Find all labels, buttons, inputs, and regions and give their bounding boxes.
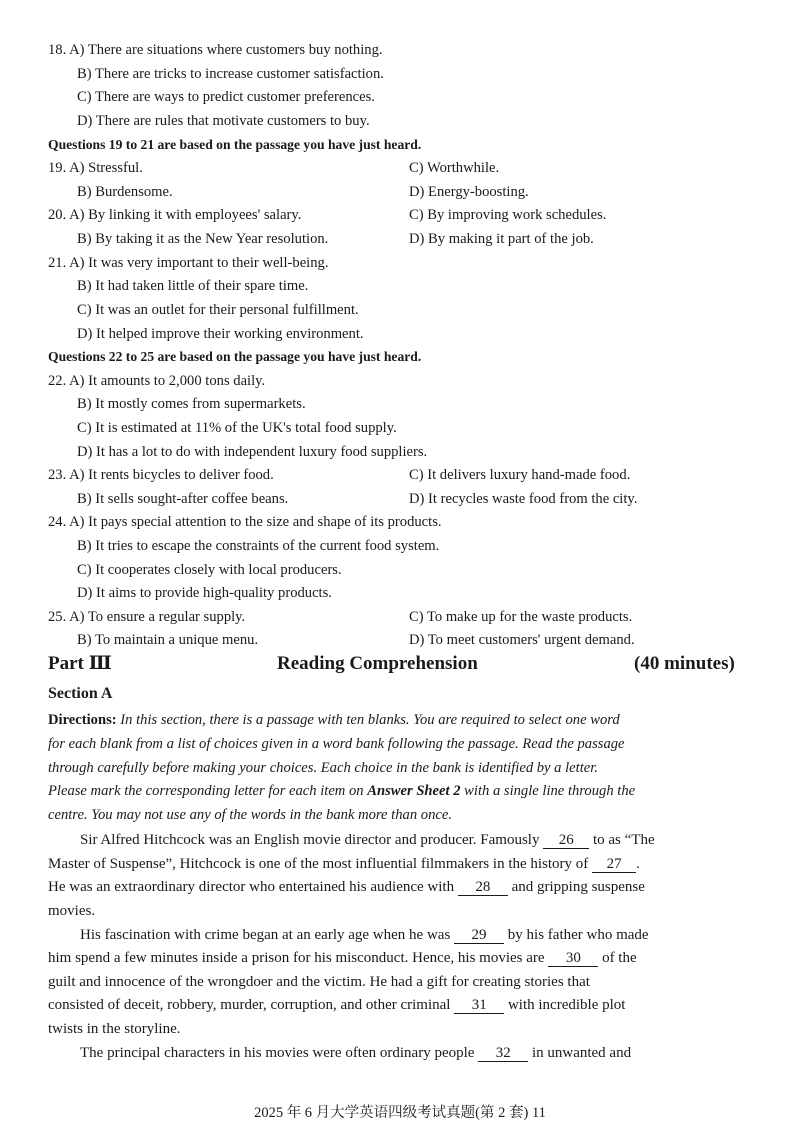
directions-line-1: Directions: In this section, there is a passage with ten blanks. You are required to select one word <box>48 712 620 728</box>
blank-30: 30 <box>548 951 598 967</box>
answer-sheet-ref: Answer Sheet 2 <box>367 783 461 799</box>
blank-31: 31 <box>454 998 504 1014</box>
passage-line: movies. <box>48 903 96 919</box>
questions-22-25-header: Questions 22 to 25 are based on the passage you have just heard. <box>48 349 422 364</box>
q24-option-a: 24. A) It pays special attention to the size and shape of its products. <box>48 514 442 530</box>
part-time: (40 minutes) <box>634 653 735 674</box>
q24-option-c: C) It cooperates closely with local producers. <box>77 562 342 578</box>
q24-option-d: D) It aims to provide high-quality products. <box>77 585 332 601</box>
q25-option-a: 25. A) To ensure a regular supply. <box>48 609 246 625</box>
q25-option-d: D) To meet customers' urgent demand. <box>409 632 635 648</box>
q23-option-b: B) It sells sought-after coffee beans. <box>77 491 289 507</box>
blank-32: 32 <box>478 1046 528 1062</box>
q20-option-b: B) By taking it as the New Year resolution. <box>77 231 329 247</box>
directions-line-3: through carefully before making your choices. Each choice in the bank is identified by a letter. <box>48 760 598 776</box>
q19-option-b: B) Burdensome. <box>77 184 173 200</box>
q19-option-d: D) Energy-boosting. <box>409 184 529 200</box>
passage-line: His fascination with crime began at an early age when he was 29 by his father who made <box>80 927 649 943</box>
passage-line: The principal characters in his movies were often ordinary people 32 in unwanted and <box>80 1045 632 1061</box>
q20-option-a: 20. A) By linking it with employees' salary. <box>48 207 302 223</box>
q24-option-b: B) It tries to escape the constraints of the current food system. <box>77 538 440 554</box>
q25-option-c: C) To make up for the waste products. <box>409 609 633 625</box>
q23-option-a: 23. A) It rents bicycles to deliver food. <box>48 467 274 483</box>
part-title: Reading Comprehension <box>277 653 478 674</box>
q22-option-d: D) It has a lot to do with independent luxury food suppliers. <box>77 444 428 460</box>
section-heading: Section A <box>48 685 113 702</box>
q20-option-d: D) By making it part of the job. <box>409 231 594 247</box>
blank-29: 29 <box>454 928 504 944</box>
directions-line-5: centre. You may not use any of the words in the bank more than once. <box>48 807 452 823</box>
q18-option-b: B) There are tricks to increase customer satisfaction. <box>77 66 384 82</box>
directions-line-2: for each blank from a list of choices given in a word bank following the passage. Read the passage <box>48 736 625 752</box>
directions-label: Directions: <box>48 712 117 728</box>
q22-option-a: 22. A) It amounts to 2,000 tons daily. <box>48 373 266 389</box>
passage-line: Master of Suspense”, Hitchcock is one of the most influential filmmakers in the history of 27 . <box>48 856 640 872</box>
q18-option-a: 18. A) There are situations where customers buy nothing. <box>48 42 383 58</box>
q18-option-c: C) There are ways to predict customer preferences. <box>77 89 375 105</box>
questions-19-21-header: Questions 19 to 21 are based on the passage you have just heard. <box>48 137 422 152</box>
q23-option-c: C) It delivers luxury hand-made food. <box>409 467 631 483</box>
directions-line-4: Please mark the corresponding letter for each item on Answer Sheet 2 with a single line through the <box>48 783 636 799</box>
q22-option-c: C) It is estimated at 11% of the UK's total food supply. <box>77 420 397 436</box>
passage-line: twists in the storyline. <box>48 1021 181 1037</box>
passage-line: guilt and innocence of the wrongdoer and the victim. He had a gift for creating stories that <box>48 974 590 990</box>
q20-option-c: C) By improving work schedules. <box>409 207 607 223</box>
q21-option-a: 21. A) It was very important to their well-being. <box>48 255 329 271</box>
q22-option-b: B) It mostly comes from supermarkets. <box>77 396 306 412</box>
page-footer: 2025 年 6 月大学英语四级考试真题(第 2 套) 11 <box>254 1105 546 1121</box>
passage-line: consisted of deceit, robbery, murder, corruption, and other criminal 31 with incredible plot <box>48 997 626 1013</box>
q21-option-d: D) It helped improve their working environment. <box>77 326 364 342</box>
q19-option-c: C) Worthwhile. <box>409 160 500 176</box>
passage-line: him spend a few minutes inside a prison for his misconduct. Hence, his movies are 30 of the <box>48 950 637 966</box>
q21-option-c: C) It was an outlet for their personal fulfillment. <box>77 302 359 318</box>
q25-option-b: B) To maintain a unique menu. <box>77 632 259 648</box>
blank-27: 27 <box>592 857 636 873</box>
blank-28: 28 <box>458 880 508 896</box>
q18-option-d: D) There are rules that motivate customers to buy. <box>77 113 370 129</box>
q21-option-b: B) It had taken little of their spare time. <box>77 278 309 294</box>
part-label: Part Ⅲ <box>48 653 112 674</box>
q23-option-d: D) It recycles waste food from the city. <box>409 491 638 507</box>
passage-line: Sir Alfred Hitchcock was an English movie director and producer. Famously 26 to as “The <box>80 832 655 848</box>
blank-26: 26 <box>543 833 589 849</box>
passage-line: He was an extraordinary director who entertained his audience with 28 and gripping suspense <box>48 879 645 895</box>
q19-option-a: 19. A) Stressful. <box>48 160 143 176</box>
